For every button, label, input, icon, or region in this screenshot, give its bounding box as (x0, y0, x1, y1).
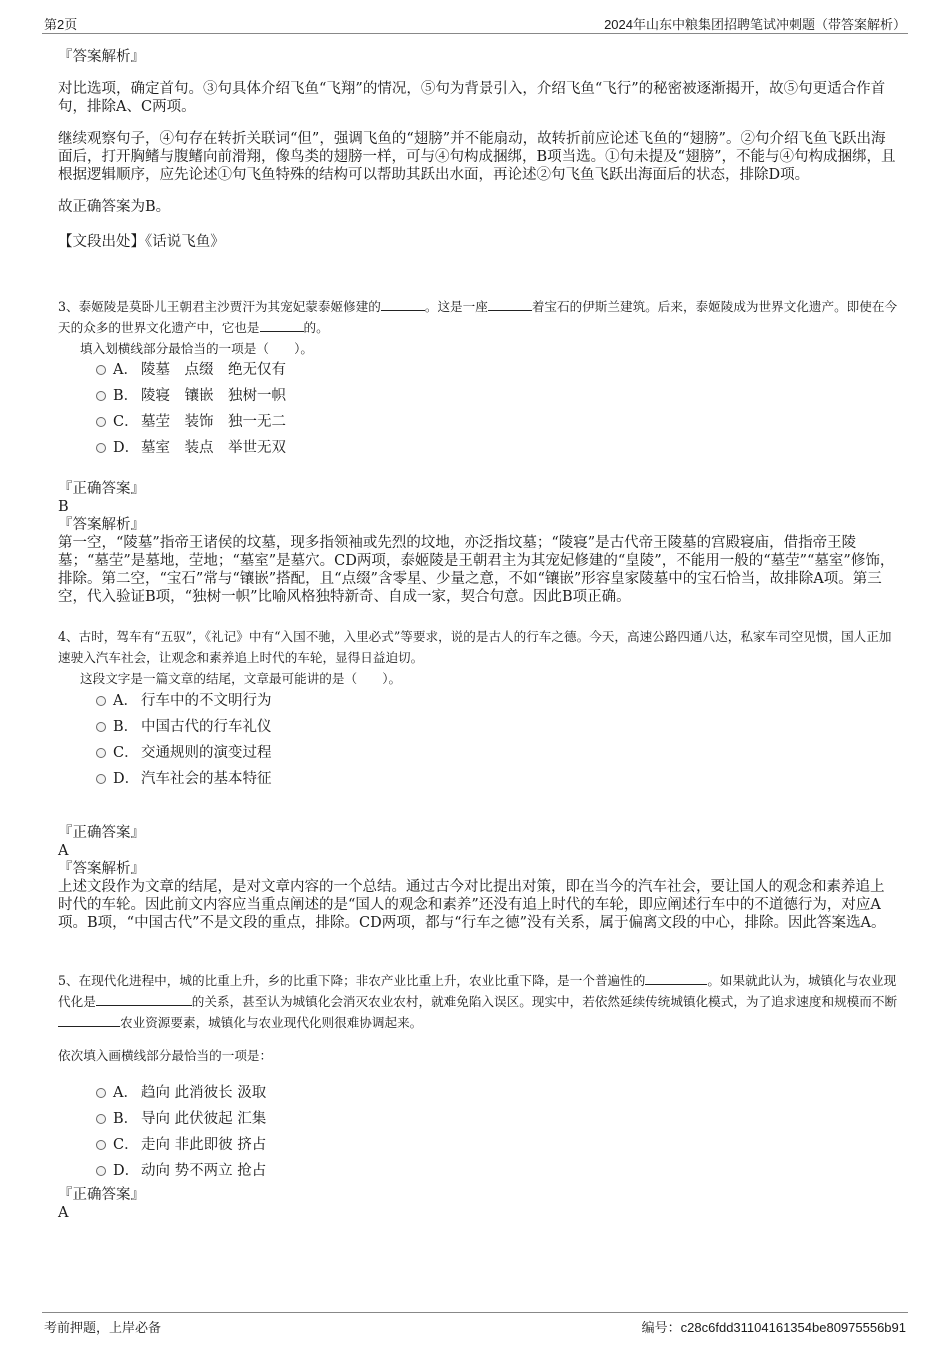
page-header (42, 12, 908, 34)
option-d[interactable]: D． 动向 势不两立 抢占 (96, 1159, 266, 1179)
analysis-tag: 『答案解析』 (58, 49, 145, 65)
radio-icon[interactable] (96, 1166, 106, 1176)
option-b[interactable]: B． 中国古代的行车礼仪 (96, 715, 272, 735)
option-a[interactable]: A． 行车中的不文明行为 (96, 689, 272, 709)
radio-icon[interactable] (96, 391, 106, 401)
option-a[interactable]: A． 陵墓 点缀 绝无仅有 (96, 358, 286, 378)
answer-value: A (58, 1205, 69, 1221)
question-5-instruction: 依次填入画横线部分最恰当的一项是： (58, 1048, 273, 1063)
answer-tag: 『正确答案』 (58, 825, 145, 841)
radio-icon[interactable] (96, 365, 106, 375)
question-5-stem: 5、在现代化进程中，城的比重上升，乡的比重下降；非农产业比重上升，农业比重下降，是一个普遍性的 。如果就此认为，城镇化与农业现代化是 的关系，甚至认为城镇化会消灭农业农村，就难免陷入误区。现实中，若依然延续传统城镇化模式，为了追求速度和规模而不断农业资源要素，城镇化与农业现代化则很难协调起来。 (58, 973, 898, 1030)
analysis-text: 第一空，“陵墓”指帝王诸侯的坟墓，现多指领袖或先烈的坟地，亦泛指坟墓；“陵寝”是古代帝王陵墓的宫殿寝庙，借指帝王陵墓；“墓茔”是墓地，茔地；“墓室”是墓穴。CD两项，泰姬陵是王朝君主为其宠妃修建的“皇陵”，不能用一般的“墓茔”“墓室”修饰，排除。第二空，“宝石”常与“镶嵌”搭配，且“点缀”含零星、少量之意，不如“镶嵌”形容皇家陵墓中的宝石恰当，故排除A项。第三空，代入验证B项，“独树一帜”比喻风格独特新奇、自成一家，契合句意。因此B项正确。 (58, 535, 895, 605)
option-c[interactable]: C． 交通规则的演变过程 (96, 741, 272, 761)
source-line: 【文段出处】《话说飞鱼》 (58, 234, 225, 250)
answer-tag: 『正确答案』 (58, 1187, 145, 1203)
analysis-text: 上述文段作为文章的结尾，是对文章内容的一个总结。通过古今对比提出对策，即在当今的汽车社会，要让国人的观念和素养追上时代的车轮。因此前文内容应当重点阐述的是“国人的观念和素养”还没有追上时代的车轮，即应阐述行车中的不道德行为，对应A项。B项，“中国古代”不是文段的重点，排除。CD两项，都与“行车之德”没有关系，属于偏离文段的中心，排除。因此答案选A。 (58, 879, 886, 931)
answer-value: A (58, 843, 69, 859)
radio-icon[interactable] (96, 748, 106, 758)
document-id: 编号：c28c6fdd31104161354be80975556b91 (641, 1320, 906, 1335)
footer-slogan: 考前押题，上岸必备 (44, 1320, 162, 1335)
question-3-stem: 3、泰姬陵是莫卧儿王朝君主沙贾汗为其宠妃蒙泰姬修建的 。这是一座 着宝石的伊斯兰建筑。后来，泰姬陵成为世界文化遗产。即使在今天的众多的世界文化遗产中，它也是 的。 (58, 299, 898, 335)
question-4-instruction: 这段文字是一篇文章的结尾，文章最可能讲的是（ ）。 (80, 671, 402, 686)
analysis-tag: 『答案解析』 (58, 517, 145, 533)
analysis-para-3: 故正确答案为B。 (58, 199, 171, 215)
option-c[interactable]: C． 走向 非此即彼 挤占 (96, 1133, 266, 1153)
question-4-answer (58, 824, 898, 932)
option-d[interactable]: D． 汽车社会的基本特征 (96, 767, 272, 787)
analysis-para-1: 对比选项，确定首句。③句具体介绍飞鱼“飞翔”的情况，⑤句为背景引入，介绍飞鱼“飞行”的秘密被逐渐揭开，故⑤句更适合作首句，排除A、C两项。 (58, 81, 886, 115)
radio-icon[interactable] (96, 1088, 106, 1098)
radio-icon[interactable] (96, 774, 106, 784)
answer-value: B (58, 499, 69, 515)
question-4-stem: 4、古时，驾车有“五驭”，《礼记》中有“入国不驰，入里必式”等要求，说的是古人的行车之德。今天，高速公路四通八达，私家车司空见惯，国人正加速驶入汽车社会，让观念和素养追上时代的车轮，显得日益迫切。 (58, 629, 892, 665)
question-3-instruction: 填入划横线部分最恰当的一项是（ ）。 (80, 341, 313, 356)
question-4 (58, 626, 898, 689)
radio-icon[interactable] (96, 696, 106, 706)
option-d[interactable]: D． 墓室 装点 举世无双 (96, 436, 286, 456)
option-c[interactable]: C． 墓茔 装饰 独一无二 (96, 410, 286, 430)
option-b[interactable]: B． 陵寝 镶嵌 独树一帜 (96, 384, 286, 404)
option-a[interactable]: A． 趋向 此消彼长 汲取 (96, 1081, 266, 1101)
analysis-tag: 『答案解析』 (58, 861, 145, 877)
radio-icon[interactable] (96, 1114, 106, 1124)
radio-icon[interactable] (96, 417, 106, 427)
analysis-block-2 (58, 48, 898, 251)
answer-tag: 『正确答案』 (58, 481, 145, 497)
question-5-answer (58, 1186, 898, 1222)
question-3 (58, 296, 898, 359)
question-3-answer (58, 480, 898, 606)
radio-icon[interactable] (96, 1140, 106, 1150)
question-5 (58, 970, 898, 1066)
option-b[interactable]: B． 导向 此伏彼起 汇集 (96, 1107, 266, 1127)
page-footer (42, 1312, 908, 1336)
radio-icon[interactable] (96, 443, 106, 453)
page-number: 第2页 (44, 17, 78, 32)
analysis-para-2: 继续观察句子，④句存在转折关联词“但”，强调飞鱼的“翅膀”并不能扇动，故转折前应论述飞鱼的“翅膀”。②句介绍飞鱼飞跃出海面后，打开胸鳍与腹鳍向前滑翔，像鸟类的翅膀一样，可与④句构成捆绑，B项当选。①句未提及“翅膀”，不能与④句构成捆绑，且根据逻辑顺序，应先论述①句飞鱼特殊的结构可以帮助其跃出水面，再论述②句飞鱼飞跃出海面后的状态，排除D项。 (58, 131, 896, 183)
document-title: 2024年山东中粮集团招聘笔试冲刺题（带答案解析） (604, 17, 906, 32)
radio-icon[interactable] (96, 722, 106, 732)
